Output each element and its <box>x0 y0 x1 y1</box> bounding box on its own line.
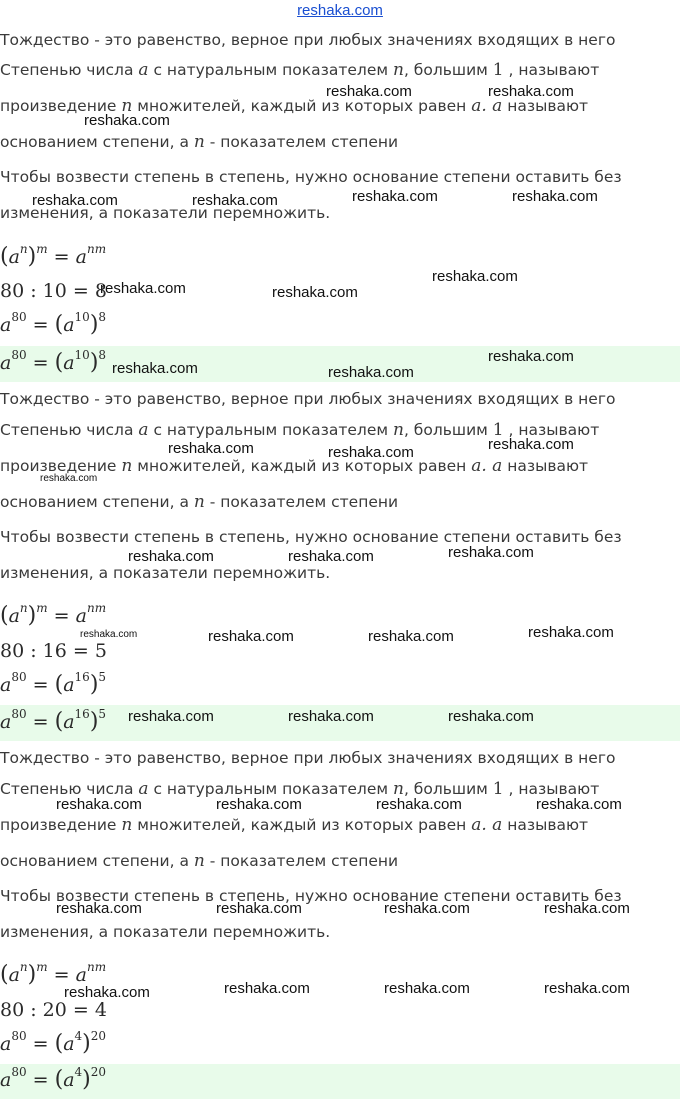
power-of-power-formula: $(a^n)^m = a^{nm}$ <box>0 959 107 987</box>
rewrite-step: $a^{80} = (a^{16})^5$ <box>0 669 107 697</box>
watermark: reshaka.com <box>512 188 598 205</box>
answer: $a^{80} = (a^{16})^5$ <box>0 706 107 734</box>
watermark: reshaka.com <box>368 628 454 645</box>
watermark: reshaka.com <box>216 900 302 917</box>
watermark: reshaka.com <box>84 112 170 129</box>
watermark: reshaka.com <box>352 188 438 205</box>
power-rule-line-2: изменения, а показатели перемножить. <box>0 923 331 941</box>
watermark: reshaka.com <box>100 280 186 297</box>
answer: $a^{80} = (a^{10})^8$ <box>0 347 107 375</box>
watermark: reshaka.com <box>384 980 470 997</box>
watermark: reshaka.com <box>112 360 198 377</box>
power-definition-line-3: основанием степени, а n - показателем степени <box>0 132 399 152</box>
watermark: reshaka.com <box>216 796 302 813</box>
watermark: reshaka.com <box>544 980 630 997</box>
identity-definition: Тождество - это равенство, верное при любых значениях входящих в него <box>0 749 616 767</box>
watermark: reshaka.com <box>384 900 470 917</box>
watermark: reshaka.com <box>528 624 614 641</box>
site-header <box>0 0 680 24</box>
power-definition-line-2: произведение n множителей, каждый из которых равен a. a называют <box>0 815 589 835</box>
watermark: reshaka.com <box>328 444 414 461</box>
rewrite-step: $a^{80} = (a^4)^{20}$ <box>0 1028 107 1056</box>
site-link[interactable]: reshaka.com <box>297 2 383 19</box>
watermark: reshaka.com <box>488 83 574 100</box>
division-step: 80 : 10 = 8 <box>0 280 107 302</box>
power-rule-line-1: Чтобы возвести степень в степень, нужно основание степени оставить без <box>0 887 622 905</box>
identity-definition: Тождество - это равенство, верное при любых значениях входящих в него <box>0 31 616 49</box>
watermark: reshaka.com <box>376 796 462 813</box>
watermark: reshaka.com <box>432 268 518 285</box>
watermark: reshaka.com <box>224 980 310 997</box>
rewrite-step: $a^{80} = (a^{10})^8$ <box>0 309 107 337</box>
identity-definition: Тождество - это равенство, верное при любых значениях входящих в него <box>0 390 616 408</box>
watermark: reshaka.com <box>64 984 150 1001</box>
power-definition-line-1: Степенью числа a с натуральным показателем n, большим 1 , называют <box>0 60 600 80</box>
watermark: reshaka.com <box>40 473 98 484</box>
watermark: reshaka.com <box>288 548 374 565</box>
power-definition-line-1: Степенью числа a с натуральным показателем n, большим 1 , называют <box>0 779 600 799</box>
watermark: reshaka.com <box>56 900 142 917</box>
watermark: reshaka.com <box>488 348 574 365</box>
watermark: reshaka.com <box>448 708 534 725</box>
power-definition-line-1: Степенью числа a с натуральным показателем n, большим 1 , называют <box>0 420 600 440</box>
watermark: reshaka.com <box>488 436 574 453</box>
power-definition-line-2: произведение n множителей, каждый из которых равен a. a называют <box>0 96 589 116</box>
watermark: reshaka.com <box>208 628 294 645</box>
power-of-power-formula: $(a^n)^m = a^{nm}$ <box>0 600 107 628</box>
division-step: 80 : 16 = 5 <box>0 640 107 662</box>
watermark: reshaka.com <box>192 192 278 209</box>
power-rule-line-2: изменения, а показатели перемножить. <box>0 204 331 222</box>
watermark: reshaka.com <box>272 284 358 301</box>
watermark: reshaka.com <box>32 192 118 209</box>
watermark: reshaka.com <box>544 900 630 917</box>
power-of-power-formula: $(a^n)^m = a^{nm}$ <box>0 241 107 269</box>
watermark: reshaka.com <box>128 548 214 565</box>
watermark: reshaka.com <box>328 364 414 381</box>
watermark: reshaka.com <box>80 629 138 640</box>
watermark: reshaka.com <box>168 440 254 457</box>
answer: $a^{80} = (a^4)^{20}$ <box>0 1064 107 1092</box>
watermark: reshaka.com <box>536 796 622 813</box>
watermark: reshaka.com <box>288 708 374 725</box>
division-step: 80 : 20 = 4 <box>0 999 107 1021</box>
watermark: reshaka.com <box>448 544 534 561</box>
power-definition-line-2: произведение n множителей, каждый из которых равен a. a называют <box>0 456 589 476</box>
watermark: reshaka.com <box>56 796 142 813</box>
power-definition-line-3: основанием степени, а n - показателем степени <box>0 492 399 512</box>
power-rule-line-2: изменения, а показатели перемножить. <box>0 564 331 582</box>
power-definition-line-3: основанием степени, а n - показателем степени <box>0 851 399 871</box>
watermark: reshaka.com <box>128 708 214 725</box>
power-rule-line-1: Чтобы возвести степень в степень, нужно основание степени оставить без <box>0 168 622 186</box>
watermark: reshaka.com <box>326 83 412 100</box>
power-rule-line-1: Чтобы возвести степень в степень, нужно основание степени оставить без <box>0 528 622 546</box>
